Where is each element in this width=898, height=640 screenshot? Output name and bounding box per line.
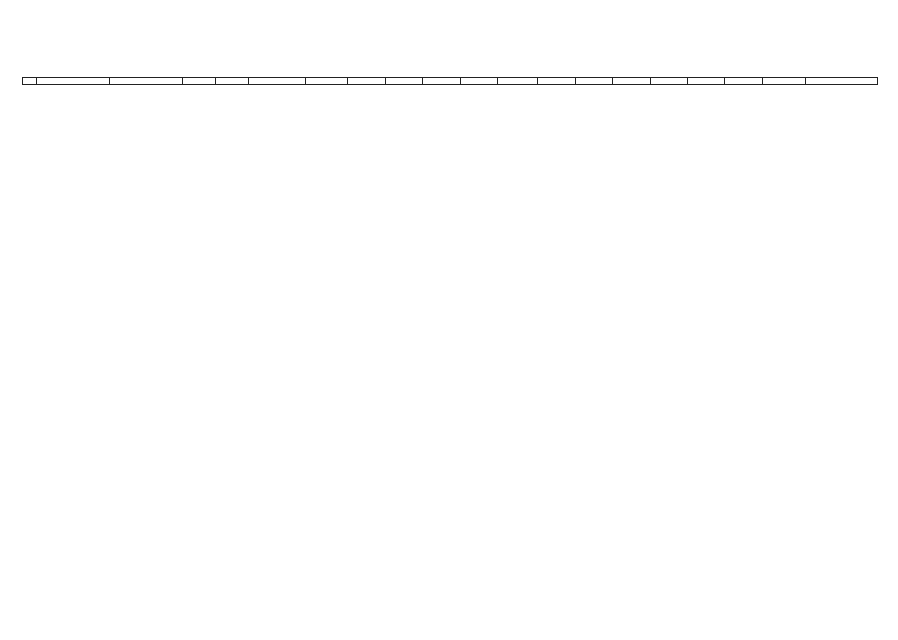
column-header (37, 78, 110, 85)
column-header (385, 78, 422, 85)
column-header (497, 78, 537, 85)
column-header (613, 78, 650, 85)
column-header (305, 78, 347, 85)
column-header (687, 78, 724, 85)
column-number-row (23, 78, 878, 85)
column-header (23, 78, 37, 85)
column-header (423, 78, 460, 85)
column-header (348, 78, 385, 85)
column-header (538, 78, 575, 85)
column-header (216, 78, 249, 85)
column-header (725, 78, 762, 85)
column-header (762, 78, 805, 85)
column-header (806, 78, 878, 85)
column-header (575, 78, 612, 85)
column-header (650, 78, 687, 85)
column-header (182, 78, 215, 85)
column-header (249, 78, 306, 85)
budget-table (22, 77, 878, 85)
column-header (460, 78, 497, 85)
column-header (109, 78, 182, 85)
